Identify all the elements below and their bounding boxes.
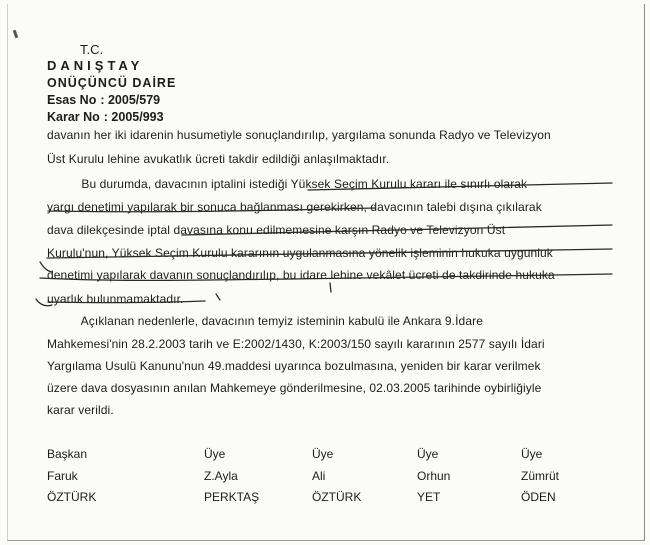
signature-first-name: Orhun [417,469,451,483]
signature-last-name: ÖDEN [521,490,556,504]
body-line: yargı denetimi yapılarak bir sonuca bağlanması gerekirken, davacının talebi dışına çıkılarak [47,200,542,214]
signature-role: Üye [417,447,439,461]
signature-last-name: YET [417,490,441,504]
signature-first-name: Zümrüt [521,469,560,483]
header-karar [47,110,164,124]
body-line: uyarlık bulunmamaktadır. [47,292,184,306]
body-line: Mahkemesi'nin 28.2.2003 tarih ve E:2002/1430, K:2003/150 sayılı kararının 2577 sayılı İdari [47,337,545,351]
signature-last-name: PERKTAŞ [204,490,260,504]
body-line: dava dilekçesinde iptal davasına konu edilmemesine karşın Radyo ve Televizyon Üst [47,223,506,237]
body-line: Açıklanan nedenlerle, davacının temyiz isteminin kabulü ile Ankara 9.İdare [47,314,483,328]
karar-label: Karar No [47,110,100,124]
header-court: DANIŞTAY [47,58,144,73]
signature-last-name: ÖZTÜRK [47,490,97,504]
body-line: denetimi yapılarak davanın sonuçlandırılıp, bu idare lehine vekâlet ücreti de takdirinde hukuka [47,268,555,282]
body-line: Üst Kurulu lehine avukatlık ücreti takdir edildiği anlaşılmaktadır. [47,152,390,166]
body-line: üzere dava dosyasının anılan Mahkemeye gönderilmesine, 02.03.2005 tarihinde oybirliğiyle [47,381,542,395]
header-department: ONÜÇÜNCÜ DAİRE [47,76,177,90]
body-line: Kurulu'nun, Yüksek Seçim Kurulu kararının uygulanmasına yönelik işleminin hukuka uygunluk [47,246,553,260]
signature-role: Üye [204,447,226,461]
signature-first-name: Z.Ayla [204,469,238,483]
header-tc: T.C. [80,42,104,57]
body-line: davanın her iki idarenin husumetiyle sonuçlandırılıp, yargılama sonunda Radyo ve Televizyon [47,128,551,142]
esas-value: : 2005/579 [100,93,161,107]
signature-role: Üye [521,447,543,461]
body-line: Bu durumda, davacının iptalini istediği Yüksek Seçim Kurulu kararı ile sınırlı olarak [47,177,528,191]
signature-first-name: Faruk [47,469,78,483]
body-line: Yargılama Usulü Kanunu'nun 49.maddesi uyarınca bozulmasına, yeniden bir karar verilmek [47,359,541,373]
esas-label: Esas No [47,93,97,107]
signature-role: Başkan [47,447,88,461]
header-esas [47,93,160,107]
signature-role: Üye [312,447,334,461]
signature-last-name: ÖZTÜRK [312,490,362,504]
body-line: karar verildi. [47,403,114,417]
signature-first-name: Ali [312,469,326,483]
karar-value: : 2005/993 [103,110,164,124]
